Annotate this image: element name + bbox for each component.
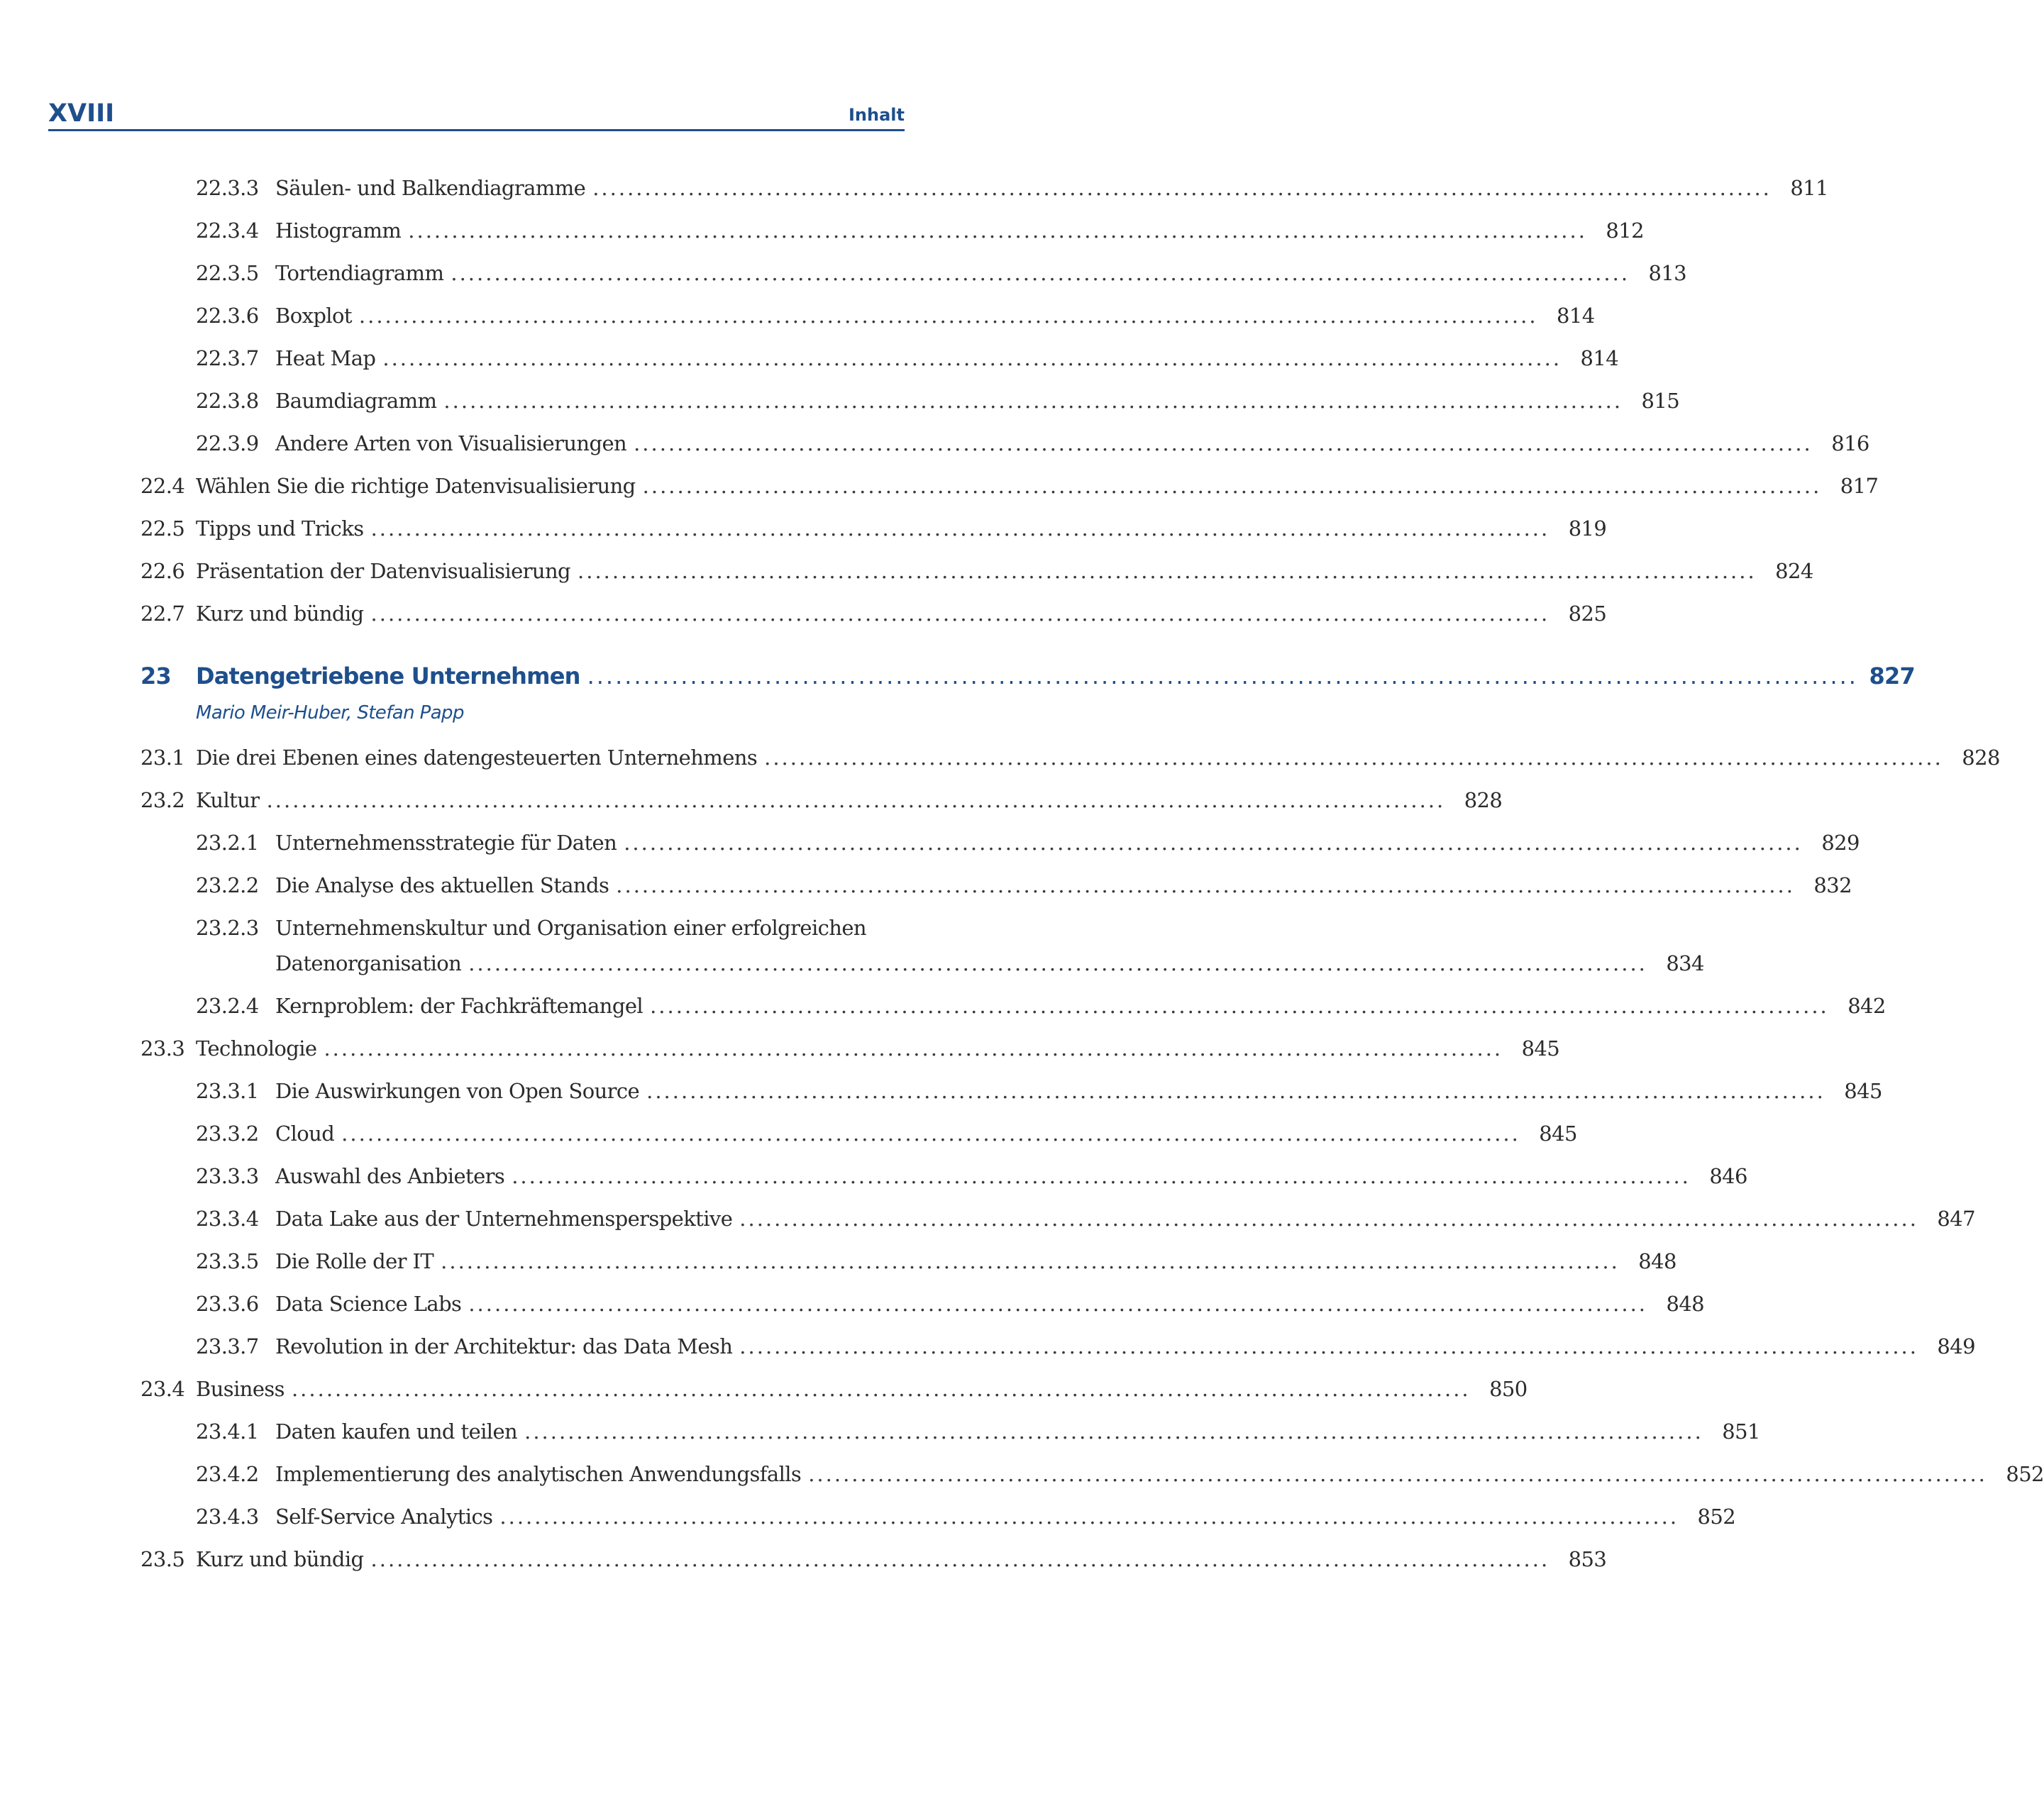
toc-entry-continuation[interactable] <box>275 951 1704 981</box>
chapter-number: 23 <box>140 663 171 690</box>
toc-entry-page: 812 <box>1606 218 1644 243</box>
toc-entry[interactable] <box>140 516 1607 546</box>
leader-dots: ........................................................................................................................................ <box>578 559 1757 583</box>
toc-entry[interactable] <box>140 474 1879 504</box>
toc-entry[interactable] <box>196 1505 1736 1534</box>
leader-dots: ........................................................................................................................................ <box>616 873 1795 897</box>
toc-entry-page: 849 <box>1937 1334 1975 1358</box>
toc-entry-title: Wählen Sie die richtige Datenvisualisierung <box>196 474 636 498</box>
toc-entry[interactable] <box>140 788 1503 818</box>
toc-entry[interactable] <box>196 431 1869 461</box>
toc-entry[interactable] <box>196 1419 1760 1449</box>
toc-entry-number: 22.3.6 <box>196 304 259 328</box>
leader-dots: ........................................................................................................................................ <box>370 602 1550 626</box>
toc-entry[interactable] <box>140 746 2000 775</box>
toc-entry-title: Andere Arten von Visualisierungen <box>275 431 627 455</box>
toc-entry[interactable] <box>196 218 1644 248</box>
toc-entry[interactable] <box>140 1377 1528 1407</box>
leader-dots: ........................................................................................................................................ <box>587 663 1858 690</box>
toc-entry-number: 22.3.7 <box>196 346 259 370</box>
toc-entry-title: Tortendiagramm <box>275 261 444 285</box>
toc-entry-title: Die Auswirkungen von Open Source <box>275 1079 640 1103</box>
toc-entry-title: Auswahl des Anbieters <box>275 1164 505 1188</box>
toc-entry-page: 848 <box>1666 1292 1705 1316</box>
toc-entry-title: Unternehmenskultur und Organisation einer erfolgreichen <box>275 916 866 940</box>
leader-dots: ........................................................................................................................................ <box>739 1334 1918 1358</box>
toc-entry-number: 23.3.5 <box>196 1249 259 1273</box>
toc-entry[interactable] <box>196 389 1680 419</box>
leader-dots: ........................................................................................................................................ <box>443 389 1623 413</box>
leader-dots: ........................................................................................................................................ <box>441 1249 1620 1273</box>
toc-entry-number: 23.2.4 <box>196 994 259 1018</box>
toc-entry-page: 847 <box>1937 1207 1975 1231</box>
toc-entry-page: 848 <box>1638 1249 1676 1273</box>
toc-entry-title: Daten kaufen und teilen <box>275 1419 518 1444</box>
toc-entry-page: 853 <box>1568 1547 1607 1571</box>
toc-entry-number: 23.4.3 <box>196 1505 259 1529</box>
toc-entry-page: 851 <box>1722 1419 1760 1444</box>
toc-entry-number: 23.4.2 <box>196 1462 259 1486</box>
leader-dots: ........................................................................................................................................ <box>370 516 1550 541</box>
toc-entry-number: 22.7 <box>140 602 185 626</box>
toc-entry-title: Boxplot <box>275 304 352 328</box>
toc-entry[interactable] <box>140 1036 1560 1066</box>
toc-entry[interactable] <box>196 1249 1676 1279</box>
toc-entry-number: 22.6 <box>140 559 185 583</box>
leader-dots: ........................................................................................................................................ <box>341 1122 1520 1146</box>
toc-entry-title: Kurz und bündig <box>196 602 364 626</box>
toc-entry-title: Technologie <box>196 1036 317 1061</box>
toc-entry-page: 842 <box>1847 994 1886 1018</box>
chapter-page: 827 <box>1869 663 1915 690</box>
toc-entry-page: 850 <box>1489 1377 1528 1401</box>
toc-entry[interactable] <box>196 1462 2044 1492</box>
toc-entry-page: 825 <box>1568 602 1607 626</box>
toc-entry-number: 23.1 <box>140 746 185 770</box>
toc-entry-number: 23.2.3 <box>196 916 259 940</box>
toc-entry-title: Unternehmensstrategie für Daten <box>275 831 617 855</box>
toc-entry-number: 22.3.9 <box>196 431 259 455</box>
toc-entry-page: 828 <box>1962 746 2000 770</box>
leader-dots: ........................................................................................................................................ <box>370 1547 1550 1571</box>
toc-entry-title: Tipps und Tricks <box>196 516 364 541</box>
toc-entry[interactable] <box>196 176 1828 206</box>
toc-entry[interactable] <box>196 831 1860 860</box>
leader-dots: ........................................................................................................................................ <box>451 261 1630 285</box>
leader-dots: ........................................................................................................................................ <box>468 951 1647 975</box>
toc-entry-number: 22.3.3 <box>196 176 259 200</box>
toc-entry-page: 817 <box>1840 474 1879 498</box>
toc-entry-number: 23.4 <box>140 1377 185 1401</box>
toc-entry-title: Kurz und bündig <box>196 1547 364 1571</box>
toc-entry-page: 813 <box>1648 261 1687 285</box>
leader-dots: ........................................................................................................................................ <box>291 1377 1471 1401</box>
toc-entry-number: 23.5 <box>140 1547 185 1571</box>
leader-dots: ........................................................................................................................................ <box>634 431 1813 455</box>
toc-entry-title: Kultur <box>196 788 260 812</box>
toc-entry-number: 22.5 <box>140 516 185 541</box>
toc-entry-title-continued: Datenorganisation <box>275 951 462 975</box>
leader-dots: ........................................................................................................................................ <box>468 1292 1648 1316</box>
toc-entry-title: Data Lake aus der Unternehmensperspektive <box>275 1207 733 1231</box>
toc-entry-number: 23.3.2 <box>196 1122 259 1146</box>
toc-entry-page: 815 <box>1641 389 1680 413</box>
leader-dots: ........................................................................................................................................ <box>512 1164 1691 1188</box>
toc-entry-page: 816 <box>1831 431 1869 455</box>
leader-dots: ........................................................................................................................................ <box>808 1462 1987 1486</box>
toc-entry-number: 23.2 <box>140 788 185 812</box>
leader-dots: ........................................................................................................................................ <box>524 1419 1703 1444</box>
toc-entry-title: Präsentation der Datenvisualisierung <box>196 559 571 583</box>
toc-entry-title: Die drei Ebenen eines datengesteuerten Unternehmens <box>196 746 758 770</box>
toc-entry-page: 829 <box>1821 831 1860 855</box>
toc-entry-title: Implementierung des analytischen Anwendungsfalls <box>275 1462 802 1486</box>
toc-entry-page: 846 <box>1709 1164 1747 1188</box>
toc-entry-number: 23.3.3 <box>196 1164 259 1188</box>
toc-entry[interactable] <box>196 304 1595 333</box>
page-number: XVIII <box>48 99 115 128</box>
toc-entry-page: 834 <box>1666 951 1704 975</box>
toc-entry-title: Die Rolle der IT <box>275 1249 434 1273</box>
toc-entry-title: Die Analyse des aktuellen Stands <box>275 873 609 897</box>
leader-dots: ........................................................................................................................................ <box>646 1079 1825 1103</box>
leader-dots: ........................................................................................................................................ <box>499 1505 1679 1529</box>
toc-entry-number: 23.3.4 <box>196 1207 259 1231</box>
toc-entry-number: 23.3.6 <box>196 1292 259 1316</box>
toc-entry-title: Cloud <box>275 1122 335 1146</box>
leader-dots: ........................................................................................................................................ <box>266 788 1446 812</box>
toc-chapter-entry[interactable] <box>140 663 1915 692</box>
chapter-authors: Mario Meir-Huber, Stefan Papp <box>196 702 464 724</box>
toc-entry-title: Self-Service Analytics <box>275 1505 493 1529</box>
toc-entry-page: 845 <box>1844 1079 1882 1103</box>
toc-entry-page: 814 <box>1557 304 1595 328</box>
toc-entry[interactable] <box>196 1292 1705 1322</box>
toc-entry-number: 22.3.8 <box>196 389 259 413</box>
toc-entry-number: 23.3 <box>140 1036 185 1061</box>
toc-entry-title: Histogramm <box>275 218 402 243</box>
toc-entry-title: Baumdiagramm <box>275 389 437 413</box>
toc-entry-page: 824 <box>1775 559 1813 583</box>
leader-dots: ........................................................................................................................................ <box>382 346 1562 370</box>
toc-entry[interactable] <box>196 1079 1882 1109</box>
toc-entry-page: 814 <box>1580 346 1619 370</box>
toc-entry-page: 852 <box>1697 1505 1736 1529</box>
toc-entry[interactable] <box>196 873 1852 903</box>
toc-entry[interactable] <box>196 994 1886 1024</box>
toc-entry[interactable] <box>196 1334 1975 1364</box>
toc-entry-page: 852 <box>2006 1462 2044 1486</box>
toc-entry-title: Säulen- und Balkendiagramme <box>275 176 586 200</box>
toc-entry-title: Business <box>196 1377 284 1401</box>
leader-dots: ........................................................................................................................................ <box>650 994 1829 1018</box>
toc-entry-page: 845 <box>1539 1122 1577 1146</box>
toc-entry[interactable] <box>140 559 1813 589</box>
toc-entry-number: 23.2.2 <box>196 873 259 897</box>
leader-dots: ........................................................................................................................................ <box>358 304 1538 328</box>
toc-entry-page: 832 <box>1813 873 1852 897</box>
toc-entry[interactable] <box>196 346 1619 376</box>
toc-entry-number: 22.3.4 <box>196 218 259 243</box>
leader-dots: ........................................................................................................................................ <box>408 218 1587 243</box>
toc-entry-number: 23.3.7 <box>196 1334 259 1358</box>
toc-entry-page: 845 <box>1521 1036 1560 1061</box>
toc-entry[interactable] <box>196 1207 1975 1236</box>
toc-entry[interactable] <box>140 1547 1607 1577</box>
toc-entry-title: Kernproblem: der Fachkräftemangel <box>275 994 643 1018</box>
leader-dots: ........................................................................................................................................ <box>324 1036 1503 1061</box>
leader-dots: ........................................................................................................................................ <box>642 474 1822 498</box>
toc-entry[interactable] <box>196 261 1687 291</box>
toc-entry[interactable] <box>196 1164 1747 1194</box>
toc-entry-first-line[interactable] <box>196 916 905 946</box>
toc-entry-page: 819 <box>1568 516 1607 541</box>
toc-entry-number: 22.4 <box>140 474 185 498</box>
toc-entry[interactable] <box>196 1122 1577 1151</box>
leader-dots: ........................................................................................................................................ <box>764 746 1943 770</box>
toc-entry-number: 22.3.5 <box>196 261 259 285</box>
toc-entry-title: Heat Map <box>275 346 376 370</box>
leader-dots: ........................................................................................................................................ <box>592 176 1772 200</box>
toc-entry-number: 23.2.1 <box>196 831 259 855</box>
toc-entry-page: 828 <box>1464 788 1503 812</box>
toc-entry-page: 811 <box>1790 176 1828 200</box>
toc-entry-title: Revolution in der Architektur: das Data Mesh <box>275 1334 733 1358</box>
toc-entry-number: 23.4.1 <box>196 1419 259 1444</box>
running-head: Inhalt <box>849 105 905 125</box>
toc-entry[interactable] <box>140 602 1607 631</box>
chapter-title: Datengetriebene Unternehmen <box>196 663 580 690</box>
leader-dots: ........................................................................................................................................ <box>624 831 1803 855</box>
leader-dots: ........................................................................................................................................ <box>739 1207 1918 1231</box>
toc-entry-title: Data Science Labs <box>275 1292 462 1316</box>
toc-entry-number: 23.3.1 <box>196 1079 259 1103</box>
